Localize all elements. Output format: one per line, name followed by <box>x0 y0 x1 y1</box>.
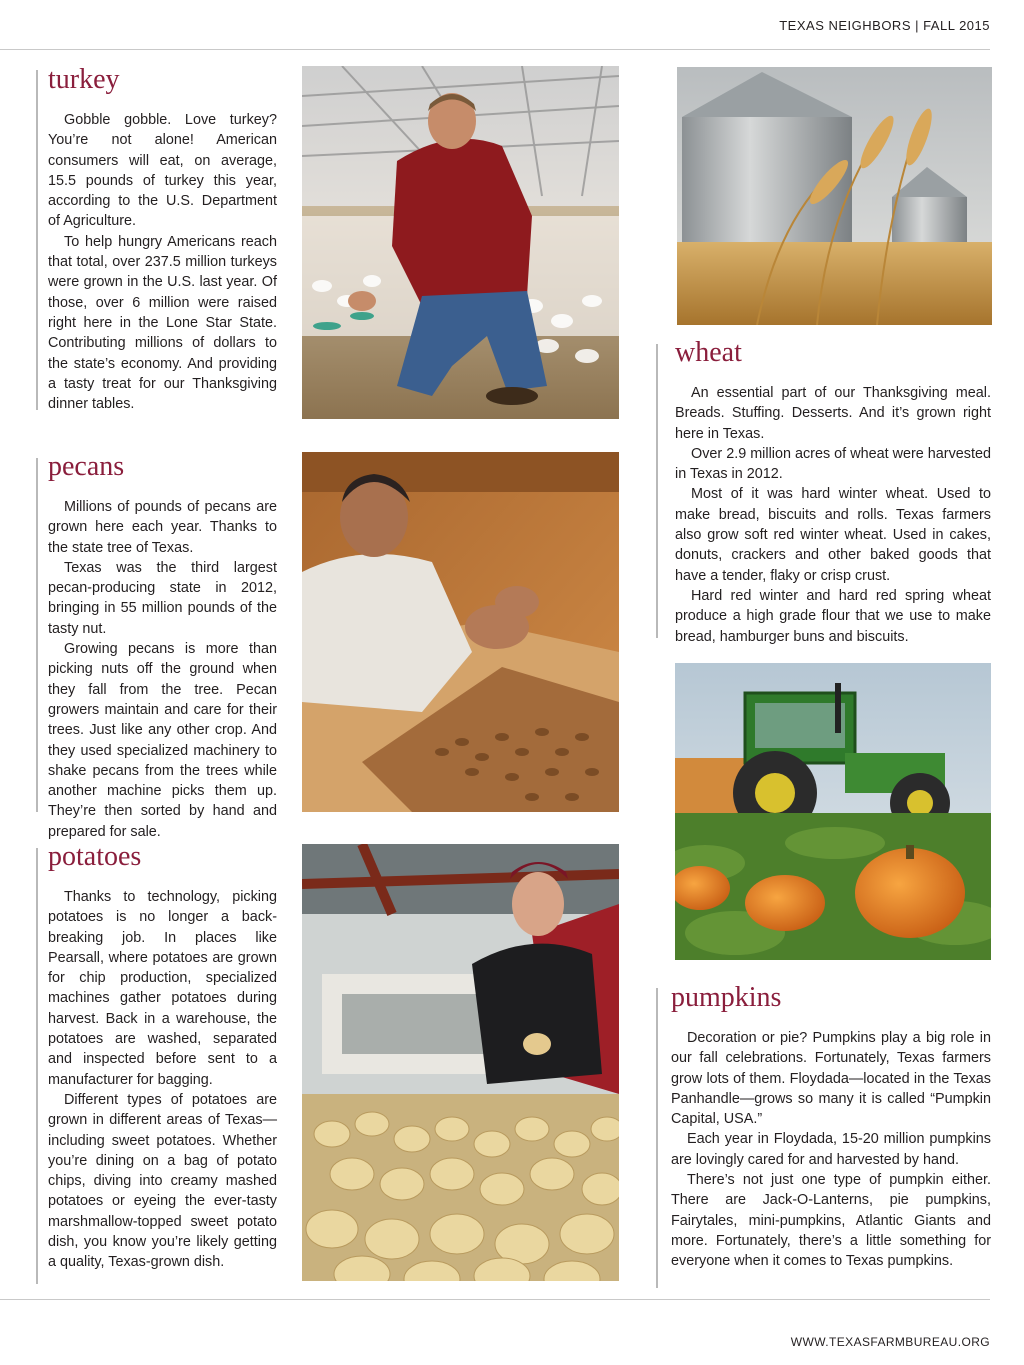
section-title: wheat <box>675 337 742 368</box>
paragraph: Different types of potatoes are grown in different areas of Texas—including sweet potatoes. Whether you’re dining on a bag of potato chips, diving into creamy mashed potatoes or eyeing the ever-tasty marshmallow-topped sweet potato dish, you know you’re likely getting a quality, Texas-grown dish. <box>48 1091 277 1271</box>
page-header: TEXAS NEIGHBORS | FALL 2015 <box>779 18 990 33</box>
paragraph: An essential part of our Thanksgiving meal. Breads. Stuffing. Desserts. And it’s grown right here in Texas. <box>675 385 991 442</box>
paragraph: Most of it was hard winter wheat. Used to make bread, biscuits and rolls. Texas farmers also grow soft red winter wheat. Used in cakes, donuts, crackers and other baked goods that have a tender, flaky or crisp crust. <box>675 486 991 584</box>
paragraph: Hard red winter and hard red spring wheat produce a high grade flour that we use to make bread, hamburger buns and biscuits. <box>675 587 991 645</box>
section-title: turkey <box>48 64 120 95</box>
paragraph: Decoration or pie? Pumpkins play a big role in our fall celebrations. Fortunately, Texas farmers grow lots of them. Floydada—located in the Texas Panhandle—grows so many it is called “Pumpkin Capital, USA.” <box>671 1030 991 1128</box>
column-bar-wheat <box>656 344 658 638</box>
header-divider <box>0 49 990 50</box>
paragraph: Millions of pounds of pecans are grown here each year. Thanks to the state tree of Texas. <box>48 499 277 556</box>
pecans-photo <box>302 452 619 812</box>
section-title: pumpkins <box>671 982 782 1013</box>
paragraph: To help hungry Americans reach that total, over 237.5 million turkeys were grown in the U.S. last year. Of those, over 6 million were raised right here in the Lone Star State. Contributing millions of dollars to the state’s economy. And providing a tasty treat for our Thanksgiving dinner tables. <box>48 233 277 413</box>
paragraph: Texas was the third largest pecan-producing state in 2012, bringing in 55 million pounds of the tasty nut. <box>48 559 277 637</box>
potatoes-photo <box>302 844 619 1281</box>
paragraph: Each year in Floydada, 15-20 million pumpkins are lovingly cared for and harvested by hand. <box>671 1131 991 1168</box>
section-wheat <box>675 337 991 647</box>
section-pumpkins <box>671 982 991 1272</box>
paragraph: Gobble gobble. Love turkey? You’re not alone! American consumers will eat, on average, 15.5 pounds of turkey this year, according to the U.S. Department of Agriculture. <box>48 112 277 230</box>
wheat-field-photo <box>677 67 992 325</box>
turkey-barn-photo <box>302 66 619 419</box>
page-footer-url: WWW.TEXASFARMBUREAU.ORG <box>790 1335 990 1349</box>
paragraph: There’s not just one type of pumpkin either. There are Jack-O-Lanterns, pie pumpkins, Fairytales, mini-pumpkins, Atlantic Giants and more. Fortunately, there’s a little something for everyone when it comes to Texas pumpkins. <box>671 1172 991 1270</box>
paragraph: Over 2.9 million acres of wheat were harvested in Texas in 2012. <box>675 445 991 483</box>
paragraph: Thanks to technology, picking potatoes is no longer a back-breaking job. In places like Pearsall, where potatoes are grown for chip production, specialized machines gather potatoes during harvest. Back in a warehouse, the potatoes are washed, separated and inspected before sent to a manufacturer for bagging. <box>48 889 277 1088</box>
paragraph: Growing pecans is more than picking nuts off the ground when they fall from the tree. Pecan growers maintain and care for their trees. Just like any other crop. And they used specialized machinery to shake pecans from the trees while another machine picks them up. They’re then sorted by hand and prepared for sale. <box>48 641 277 840</box>
column-bar-potatoes <box>36 848 38 1284</box>
section-pecans <box>48 451 277 842</box>
section-title: pecans <box>48 451 125 482</box>
pumpkin-field-photo <box>675 663 991 960</box>
column-bar-turkey <box>36 70 38 410</box>
section-title: potatoes <box>48 841 142 872</box>
section-turkey <box>48 64 277 414</box>
column-bar-pumpkins <box>656 988 658 1288</box>
footer-divider <box>0 1299 990 1300</box>
column-bar-pecans <box>36 458 38 812</box>
section-potatoes <box>48 841 277 1273</box>
